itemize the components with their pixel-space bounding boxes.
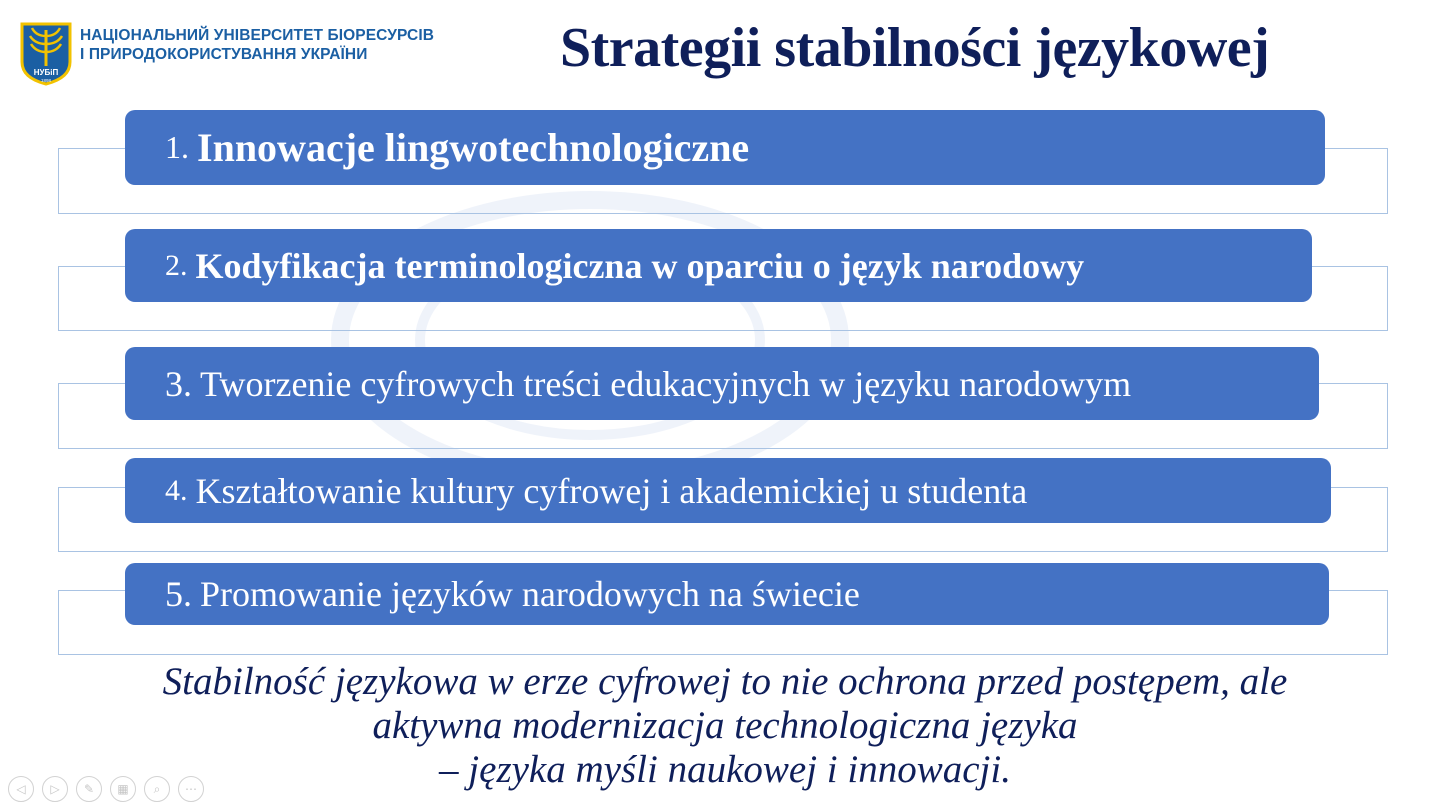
pen-icon[interactable]: ✎ bbox=[76, 776, 102, 802]
next-icon[interactable]: ▷ bbox=[42, 776, 68, 802]
logo-year: 1898 bbox=[40, 78, 52, 83]
slides-icon[interactable]: ▦ bbox=[110, 776, 136, 802]
strategy-number: 2. bbox=[165, 248, 188, 282]
strategy-text: Promowanie języków narodowych na świecie bbox=[200, 574, 860, 614]
strategy-item-2 bbox=[125, 229, 1312, 302]
strategy-number: 3. bbox=[165, 363, 192, 404]
slide-title: Strategii stabilności językowej bbox=[560, 17, 1270, 79]
quote-line-3: – języka myśli naukowej i innowacji. bbox=[439, 748, 1011, 791]
university-name bbox=[80, 26, 434, 64]
strategy-number: 5. bbox=[165, 574, 192, 614]
zoom-icon[interactable]: ⌕ bbox=[144, 776, 170, 802]
prev-icon[interactable]: ◁ bbox=[8, 776, 34, 802]
presentation-toolbar bbox=[8, 776, 204, 802]
strategy-text: Tworzenie cyfrowych treści edukacyjnych w języku narodowym bbox=[200, 363, 1132, 404]
quote-line-1: Stabilność językowa w erze cyfrowej to nie ochrona przed postępem, ale bbox=[162, 660, 1288, 703]
quote-line-2: aktywna modernizacja technologiczna języka bbox=[372, 704, 1078, 747]
university-logo bbox=[20, 22, 72, 86]
strategy-text: Kodyfikacja terminologiczna w oparciu o język narodowy bbox=[195, 245, 1085, 286]
strategy-item-5 bbox=[125, 563, 1329, 625]
strategy-number: 1. bbox=[165, 129, 189, 165]
strategy-number: 4. bbox=[165, 473, 188, 507]
strategy-item-4 bbox=[125, 458, 1331, 523]
strategy-text: Kształtowanie kultury cyfrowej i akademickiej u studenta bbox=[195, 470, 1028, 511]
strategy-item-1 bbox=[125, 110, 1325, 185]
strategy-text: Innowacje lingwotechnologiczne bbox=[197, 125, 750, 170]
logo-text: НУБіП bbox=[33, 68, 59, 77]
university-name-line2: І ПРИРОДОКОРИСТУВАННЯ УКРАЇНИ bbox=[80, 46, 368, 63]
university-name-line1: НАЦІОНАЛЬНИЙ УНІВЕРСИТЕТ БІОРЕСУРСІВ bbox=[80, 27, 435, 44]
more-icon[interactable]: ⋯ bbox=[178, 776, 204, 802]
conclusion-quote bbox=[60, 660, 1390, 792]
strategy-item-3 bbox=[125, 347, 1319, 420]
